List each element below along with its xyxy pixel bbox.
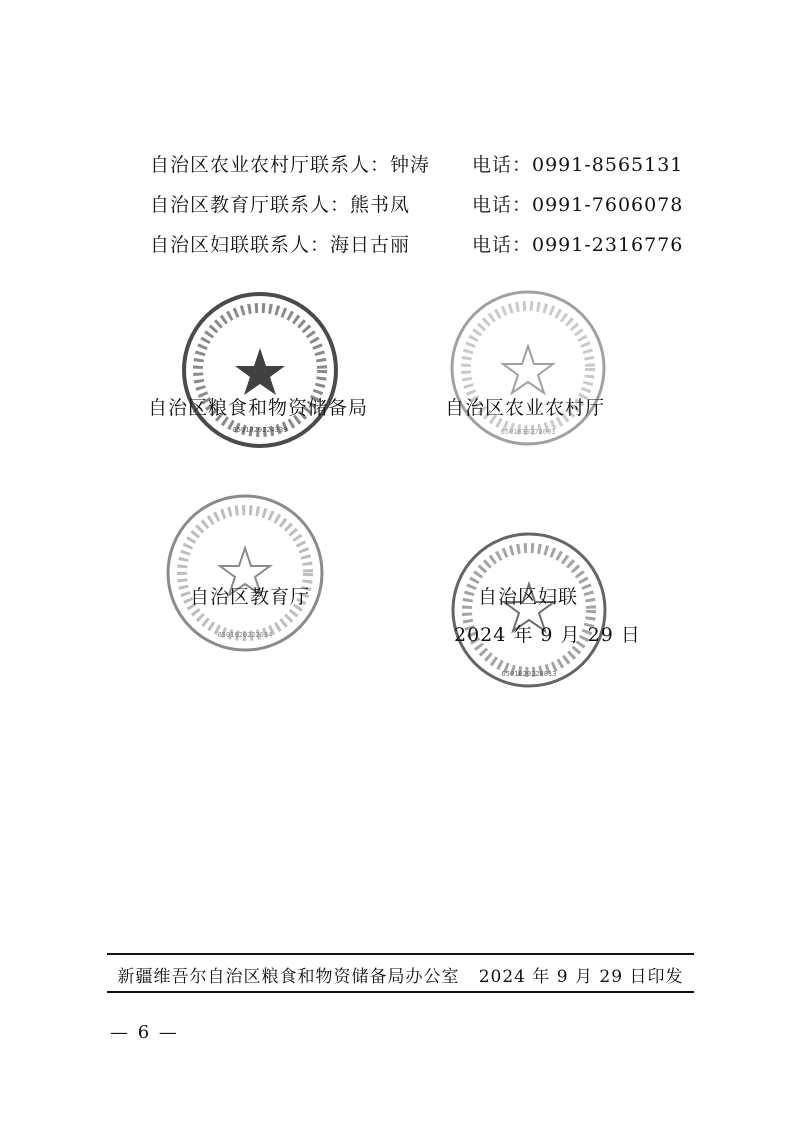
page-number: — 6 — [110,1022,179,1043]
official-seal-icon [449,530,609,690]
seal-agriculture-dept [448,288,608,448]
contact-line-womens-federation [150,230,683,260]
seal-education-dept [164,492,326,654]
official-seal-icon [448,288,608,448]
seal-number: 6501020224339 [232,426,288,434]
footer-date: 2024 年 9 月 29 日印发 [478,967,684,987]
footer-issuer: 新疆维吾尔自治区粮食和物资储备局办公室 [117,967,460,987]
official-seal-icon [164,492,326,654]
unit-agriculture-dept: 自治区农业农村厅 [445,397,606,419]
footer-top-rule [107,953,694,955]
unit-education-dept: 自治区教育厅 [190,586,311,608]
footer-bottom-rule [107,991,694,993]
star-icon [235,348,285,395]
signing-date: 2024 年 9 月 29 日 [454,624,641,646]
contact-phone: 电话：0991-8565131 [472,154,684,176]
contact-line-education [150,190,683,220]
contact-phone: 电话：0991-7606078 [472,194,684,216]
contact-name: 自治区妇联联系人：海日古丽 [150,234,411,256]
contact-name: 自治区教育厅联系人：熊书凤 [150,194,411,216]
seal-womens-federation [449,530,609,690]
contact-line-agriculture [150,150,683,180]
seal-number: 6501020228813 [501,670,557,678]
seal-number: 6501020222634 [217,631,273,639]
contact-phone: 电话：0991-2316776 [472,234,684,256]
seal-number: 6501030272003 [500,428,556,436]
star-icon [503,346,553,393]
seal-grain-bureau [180,290,340,450]
footer-issuer-line [107,962,694,987]
unit-womens-federation: 自治区妇联 [478,586,579,608]
unit-grain-bureau: 自治区粮食和物资储备局 [148,397,369,419]
contact-name: 自治区农业农村厅联系人：钟涛 [150,154,431,176]
official-seal-icon [180,290,340,450]
